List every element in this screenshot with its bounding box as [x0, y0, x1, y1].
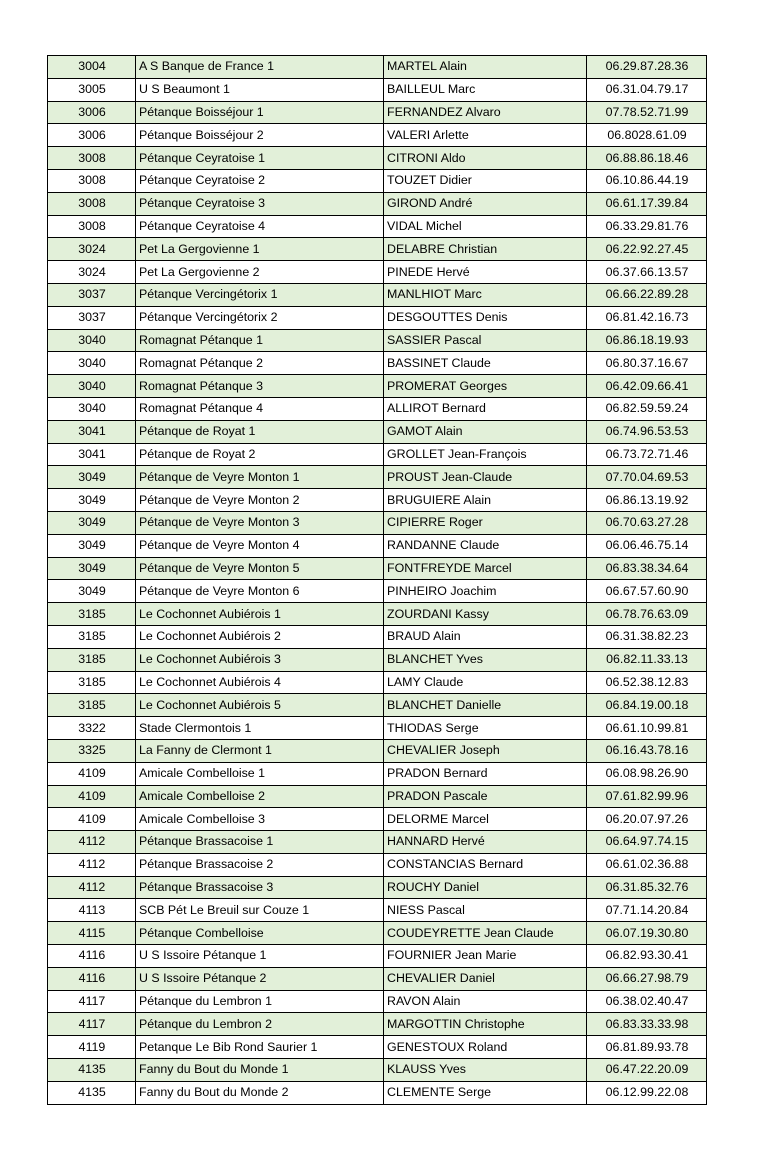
club-code-cell: 3037 — [48, 283, 136, 306]
club-code-cell: 4109 — [48, 762, 136, 785]
table-row — [48, 420, 707, 443]
contact-name-cell: KLAUSS Yves — [384, 1059, 587, 1082]
contact-name-cell: PROUST Jean-Claude — [384, 466, 587, 489]
club-code-cell: 3185 — [48, 694, 136, 717]
phone-cell: 06.16.43.78.16 — [587, 739, 707, 762]
club-name-cell: Pétanque Vercingétorix 2 — [136, 306, 384, 329]
contact-table-body — [48, 56, 707, 1105]
club-code-cell: 3037 — [48, 306, 136, 329]
table-row — [48, 101, 707, 124]
club-code-cell: 3049 — [48, 580, 136, 603]
club-code-cell: 3185 — [48, 603, 136, 626]
contact-name-cell: PRADON Pascale — [384, 785, 587, 808]
table-row — [48, 192, 707, 215]
contact-name-cell: VIDAL Michel — [384, 215, 587, 238]
table-row — [48, 56, 707, 79]
club-code-cell: 4109 — [48, 808, 136, 831]
phone-cell: 06.83.33.33.98 — [587, 1013, 707, 1036]
club-name-cell: Pétanque Ceyratoise 2 — [136, 169, 384, 192]
club-name-cell: Le Cochonnet Aubiérois 2 — [136, 625, 384, 648]
table-row — [48, 739, 707, 762]
club-name-cell: Pétanque de Veyre Monton 1 — [136, 466, 384, 489]
contact-name-cell: PROMERAT Georges — [384, 375, 587, 398]
club-name-cell: Le Cochonnet Aubiérois 1 — [136, 603, 384, 626]
club-name-cell: Pétanque Ceyratoise 4 — [136, 215, 384, 238]
table-row — [48, 238, 707, 261]
club-code-cell: 4119 — [48, 1036, 136, 1059]
club-name-cell: Amicale Combelloise 2 — [136, 785, 384, 808]
contact-name-cell: CLEMENTE Serge — [384, 1081, 587, 1104]
phone-cell: 06.33.29.81.76 — [587, 215, 707, 238]
table-row — [48, 1081, 707, 1104]
table-row — [48, 443, 707, 466]
contact-name-cell: PINEDE Hervé — [384, 261, 587, 284]
club-code-cell: 3040 — [48, 352, 136, 375]
table-row — [48, 1036, 707, 1059]
club-name-cell: Amicale Combelloise 3 — [136, 808, 384, 831]
phone-cell: 06.61.02.36.88 — [587, 853, 707, 876]
club-code-cell: 3008 — [48, 169, 136, 192]
table-row — [48, 78, 707, 101]
phone-cell: 06.81.42.16.73 — [587, 306, 707, 329]
contact-name-cell: BAILLEUL Marc — [384, 78, 587, 101]
contact-name-cell: CHEVALIER Joseph — [384, 739, 587, 762]
contact-name-cell: BRAUD Alain — [384, 625, 587, 648]
club-name-cell: U S Beaumont 1 — [136, 78, 384, 101]
contact-name-cell: COUDEYRETTE Jean Claude — [384, 922, 587, 945]
table-row — [48, 1059, 707, 1082]
club-code-cell: 3024 — [48, 261, 136, 284]
phone-cell: 06.67.57.60.90 — [587, 580, 707, 603]
phone-cell: 06.37.66.13.57 — [587, 261, 707, 284]
club-code-cell: 3005 — [48, 78, 136, 101]
table-row — [48, 375, 707, 398]
contact-name-cell: PRADON Bernard — [384, 762, 587, 785]
club-code-cell: 3024 — [48, 238, 136, 261]
table-row — [48, 580, 707, 603]
contact-name-cell: BASSINET Claude — [384, 352, 587, 375]
club-code-cell: 3325 — [48, 739, 136, 762]
phone-cell: 06.81.89.93.78 — [587, 1036, 707, 1059]
club-name-cell: Pétanque Brassacoise 2 — [136, 853, 384, 876]
table-row — [48, 124, 707, 147]
phone-cell: 07.70.04.69.53 — [587, 466, 707, 489]
club-name-cell: Fanny du Bout du Monde 2 — [136, 1081, 384, 1104]
club-code-cell: 3008 — [48, 215, 136, 238]
club-code-cell: 3040 — [48, 397, 136, 420]
phone-cell: 06.08.98.26.90 — [587, 762, 707, 785]
club-name-cell: Le Cochonnet Aubiérois 3 — [136, 648, 384, 671]
club-name-cell: Pétanque Boisséjour 2 — [136, 124, 384, 147]
contact-name-cell: ROUCHY Daniel — [384, 876, 587, 899]
club-code-cell: 4117 — [48, 990, 136, 1013]
phone-cell: 06.86.18.19.93 — [587, 329, 707, 352]
club-code-cell: 3185 — [48, 648, 136, 671]
club-name-cell: Pétanque de Royat 1 — [136, 420, 384, 443]
club-code-cell: 3040 — [48, 329, 136, 352]
table-row — [48, 306, 707, 329]
club-code-cell: 4112 — [48, 876, 136, 899]
table-row — [48, 397, 707, 420]
phone-cell: 06.82.11.33.13 — [587, 648, 707, 671]
table-row — [48, 899, 707, 922]
phone-cell: 06.82.59.59.24 — [587, 397, 707, 420]
club-code-cell: 4112 — [48, 853, 136, 876]
club-name-cell: Pétanque Vercingétorix 1 — [136, 283, 384, 306]
club-code-cell: 3049 — [48, 557, 136, 580]
table-row — [48, 671, 707, 694]
phone-cell: 06.31.04.79.17 — [587, 78, 707, 101]
phone-cell: 06.66.22.89.28 — [587, 283, 707, 306]
club-name-cell: Pétanque de Veyre Monton 3 — [136, 511, 384, 534]
contact-name-cell: RAVON Alain — [384, 990, 587, 1013]
phone-cell: 06.10.86.44.19 — [587, 169, 707, 192]
contact-name-cell: BLANCHET Yves — [384, 648, 587, 671]
phone-cell: 06.29.87.28.36 — [587, 56, 707, 79]
table-row — [48, 625, 707, 648]
phone-cell: 06.07.19.30.80 — [587, 922, 707, 945]
contact-name-cell: FOURNIER Jean Marie — [384, 945, 587, 968]
club-code-cell: 3049 — [48, 489, 136, 512]
table-row — [48, 808, 707, 831]
phone-cell: 07.71.14.20.84 — [587, 899, 707, 922]
phone-cell: 06.82.93.30.41 — [587, 945, 707, 968]
club-name-cell: SCB Pét Le Breuil sur Couze 1 — [136, 899, 384, 922]
phone-cell: 06.61.17.39.84 — [587, 192, 707, 215]
club-name-cell: Petanque Le Bib Rond Saurier 1 — [136, 1036, 384, 1059]
contact-name-cell: MANLHIOT Marc — [384, 283, 587, 306]
club-name-cell: Pétanque Ceyratoise 3 — [136, 192, 384, 215]
club-code-cell: 4116 — [48, 967, 136, 990]
contact-name-cell: CHEVALIER Daniel — [384, 967, 587, 990]
contact-name-cell: FONTFREYDE Marcel — [384, 557, 587, 580]
table-row — [48, 169, 707, 192]
contact-name-cell: BLANCHET Danielle — [384, 694, 587, 717]
club-code-cell: 3041 — [48, 420, 136, 443]
club-code-cell: 4109 — [48, 785, 136, 808]
table-row — [48, 466, 707, 489]
club-code-cell: 3049 — [48, 466, 136, 489]
contact-name-cell: ZOURDANI Kassy — [384, 603, 587, 626]
club-code-cell: 3049 — [48, 534, 136, 557]
phone-cell: 06.88.86.18.46 — [587, 147, 707, 170]
club-code-cell: 3008 — [48, 147, 136, 170]
table-row — [48, 967, 707, 990]
club-name-cell: Pétanque de Veyre Monton 4 — [136, 534, 384, 557]
club-code-cell: 4113 — [48, 899, 136, 922]
contact-name-cell: GIROND André — [384, 192, 587, 215]
club-name-cell: Pétanque du Lembron 2 — [136, 1013, 384, 1036]
contact-name-cell: SASSIER Pascal — [384, 329, 587, 352]
phone-cell: 06.80.37.16.67 — [587, 352, 707, 375]
club-code-cell: 3049 — [48, 511, 136, 534]
contact-sheet — [47, 55, 706, 1105]
club-code-cell: 4115 — [48, 922, 136, 945]
table-row — [48, 261, 707, 284]
contact-name-cell: GENESTOUX Roland — [384, 1036, 587, 1059]
phone-cell: 06.38.02.40.47 — [587, 990, 707, 1013]
contact-name-cell: VALERI Arlette — [384, 124, 587, 147]
contact-name-cell: FERNANDEZ Alvaro — [384, 101, 587, 124]
phone-cell: 06.42.09.66.41 — [587, 375, 707, 398]
phone-cell: 06.70.63.27.28 — [587, 511, 707, 534]
contact-name-cell: HANNARD Hervé — [384, 831, 587, 854]
table-row — [48, 215, 707, 238]
club-code-cell: 3006 — [48, 101, 136, 124]
club-name-cell: A S Banque de France 1 — [136, 56, 384, 79]
table-row — [48, 489, 707, 512]
table-row — [48, 945, 707, 968]
table-row — [48, 648, 707, 671]
club-name-cell: Pet La Gergovienne 2 — [136, 261, 384, 284]
club-name-cell: U S Issoire Pétanque 2 — [136, 967, 384, 990]
table-row — [48, 147, 707, 170]
table-row — [48, 534, 707, 557]
table-row — [48, 603, 707, 626]
table-row — [48, 557, 707, 580]
phone-cell: 06.47.22.20.09 — [587, 1059, 707, 1082]
contact-name-cell: TOUZET Didier — [384, 169, 587, 192]
club-code-cell: 4116 — [48, 945, 136, 968]
club-name-cell: Le Cochonnet Aubiérois 4 — [136, 671, 384, 694]
contact-name-cell: PINHEIRO Joachim — [384, 580, 587, 603]
contact-name-cell: CIPIERRE Roger — [384, 511, 587, 534]
phone-cell: 06.66.27.98.79 — [587, 967, 707, 990]
contact-name-cell: DESGOUTTES Denis — [384, 306, 587, 329]
club-name-cell: Pétanque Combelloise — [136, 922, 384, 945]
table-row — [48, 329, 707, 352]
table-row — [48, 831, 707, 854]
table-row — [48, 717, 707, 740]
phone-cell: 06.31.85.32.76 — [587, 876, 707, 899]
table-row — [48, 511, 707, 534]
phone-cell: 06.12.99.22.08 — [587, 1081, 707, 1104]
club-name-cell: Pétanque de Veyre Monton 5 — [136, 557, 384, 580]
contact-name-cell: ALLIROT Bernard — [384, 397, 587, 420]
club-name-cell: Pétanque du Lembron 1 — [136, 990, 384, 1013]
phone-cell: 07.61.82.99.96 — [587, 785, 707, 808]
club-name-cell: Pet La Gergovienne 1 — [136, 238, 384, 261]
table-row — [48, 922, 707, 945]
club-name-cell: Stade Clermontois 1 — [136, 717, 384, 740]
club-code-cell: 3322 — [48, 717, 136, 740]
club-code-cell: 3008 — [48, 192, 136, 215]
table-row — [48, 694, 707, 717]
club-code-cell: 3040 — [48, 375, 136, 398]
phone-cell: 06.83.38.34.64 — [587, 557, 707, 580]
contact-name-cell: MARGOTTIN Christophe — [384, 1013, 587, 1036]
phone-cell: 06.06.46.75.14 — [587, 534, 707, 557]
phone-cell: 06.61.10.99.81 — [587, 717, 707, 740]
phone-cell: 07.78.52.71.99 — [587, 101, 707, 124]
club-code-cell: 4135 — [48, 1081, 136, 1104]
club-name-cell: Pétanque Ceyratoise 1 — [136, 147, 384, 170]
phone-cell: 06.52.38.12.83 — [587, 671, 707, 694]
club-code-cell: 3185 — [48, 625, 136, 648]
contact-name-cell: GAMOT Alain — [384, 420, 587, 443]
contact-name-cell: CONSTANCIAS Bernard — [384, 853, 587, 876]
table-row — [48, 283, 707, 306]
club-name-cell: Le Cochonnet Aubiérois 5 — [136, 694, 384, 717]
club-code-cell: 4117 — [48, 1013, 136, 1036]
contact-table — [47, 55, 707, 1105]
club-name-cell: Romagnat Pétanque 2 — [136, 352, 384, 375]
club-code-cell: 3041 — [48, 443, 136, 466]
club-name-cell: Pétanque Brassacoise 1 — [136, 831, 384, 854]
phone-cell: 06.74.96.53.53 — [587, 420, 707, 443]
club-name-cell: U S Issoire Pétanque 1 — [136, 945, 384, 968]
contact-name-cell: CITRONI Aldo — [384, 147, 587, 170]
club-name-cell: Pétanque de Veyre Monton 2 — [136, 489, 384, 512]
phone-cell: 06.8028.61.09 — [587, 124, 707, 147]
phone-cell: 06.20.07.97.26 — [587, 808, 707, 831]
table-row — [48, 990, 707, 1013]
club-code-cell: 4112 — [48, 831, 136, 854]
phone-cell: 06.86.13.19.92 — [587, 489, 707, 512]
club-code-cell: 3004 — [48, 56, 136, 79]
contact-name-cell: LAMY Claude — [384, 671, 587, 694]
club-code-cell: 3006 — [48, 124, 136, 147]
phone-cell: 06.73.72.71.46 — [587, 443, 707, 466]
phone-cell: 06.84.19.00.18 — [587, 694, 707, 717]
club-name-cell: Fanny du Bout du Monde 1 — [136, 1059, 384, 1082]
table-row — [48, 352, 707, 375]
contact-name-cell: MARTEL Alain — [384, 56, 587, 79]
contact-name-cell: BRUGUIERE Alain — [384, 489, 587, 512]
club-name-cell: Pétanque Boisséjour 1 — [136, 101, 384, 124]
table-row — [48, 1013, 707, 1036]
club-name-cell: Pétanque de Royat 2 — [136, 443, 384, 466]
club-code-cell: 4135 — [48, 1059, 136, 1082]
club-name-cell: Romagnat Pétanque 4 — [136, 397, 384, 420]
phone-cell: 06.78.76.63.09 — [587, 603, 707, 626]
club-name-cell: Pétanque Brassacoise 3 — [136, 876, 384, 899]
phone-cell: 06.22.92.27.45 — [587, 238, 707, 261]
phone-cell: 06.64.97.74.15 — [587, 831, 707, 854]
table-row — [48, 853, 707, 876]
club-code-cell: 3185 — [48, 671, 136, 694]
table-row — [48, 762, 707, 785]
table-row — [48, 876, 707, 899]
club-name-cell: Romagnat Pétanque 1 — [136, 329, 384, 352]
contact-name-cell: NIESS Pascal — [384, 899, 587, 922]
phone-cell: 06.31.38.82.23 — [587, 625, 707, 648]
contact-name-cell: GROLLET Jean-François — [384, 443, 587, 466]
contact-name-cell: DELORME Marcel — [384, 808, 587, 831]
contact-name-cell: RANDANNE Claude — [384, 534, 587, 557]
contact-name-cell: DELABRE Christian — [384, 238, 587, 261]
club-name-cell: Amicale Combelloise 1 — [136, 762, 384, 785]
club-name-cell: La Fanny de Clermont 1 — [136, 739, 384, 762]
contact-name-cell: THIODAS Serge — [384, 717, 587, 740]
club-name-cell: Romagnat Pétanque 3 — [136, 375, 384, 398]
club-name-cell: Pétanque de Veyre Monton 6 — [136, 580, 384, 603]
table-row — [48, 785, 707, 808]
